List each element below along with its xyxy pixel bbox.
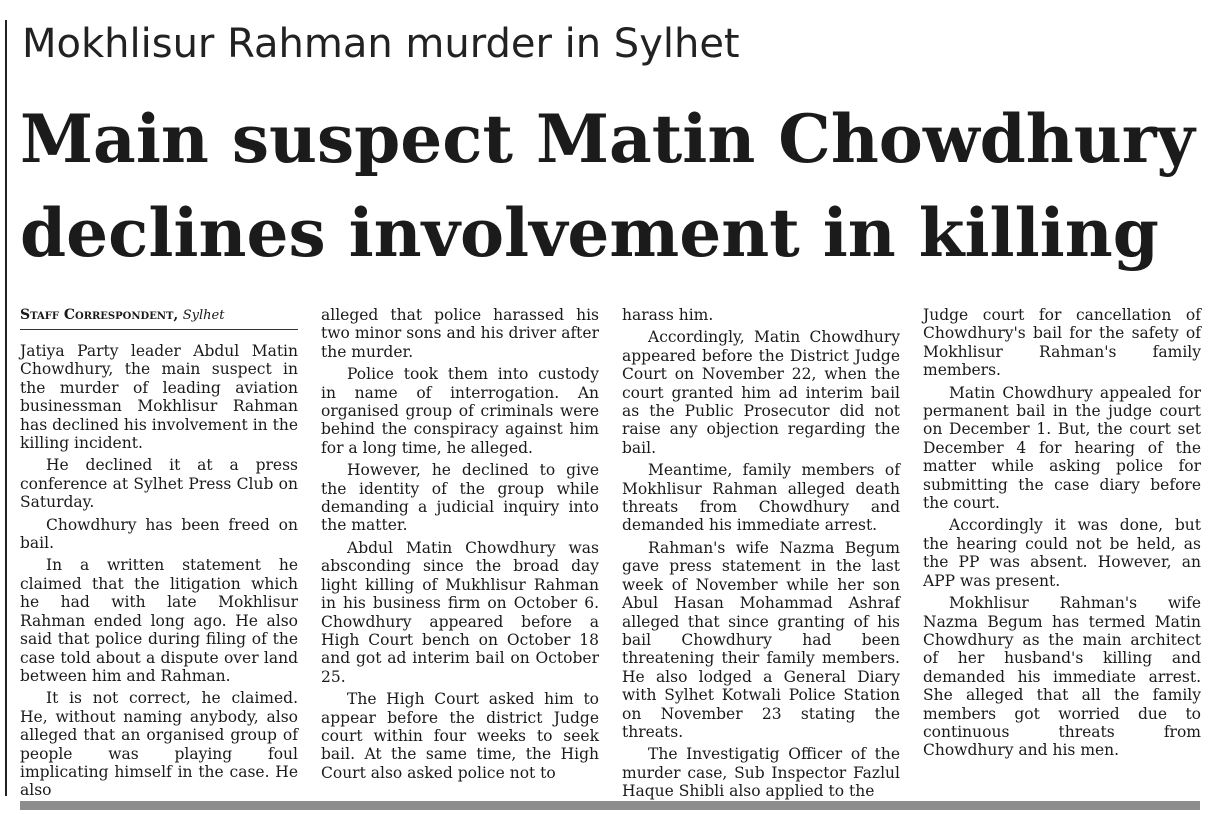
- article-paragraph: Jatiya Party leader Abdul Matin Chowdhury, the main suspect in the murder of leading aviation businessman Mokhlisur Rahman has declined his involvement in the killing incident.: [20, 342, 298, 453]
- article-column-1: [20, 306, 298, 804]
- headline-line-2: declines involvement in killing: [20, 194, 1159, 272]
- article-column-2: [321, 306, 599, 786]
- article-paragraph: Chowdhury has been freed on bail.: [20, 515, 298, 553]
- article-paragraph: The Investigatig Officer of the murder case, Sub Inspector Fazlul Haque Shibli also applied to the: [622, 745, 900, 801]
- article-paragraph: He declined it at a press conference at Sylhet Press Club on Saturday.: [20, 456, 298, 512]
- article-paragraph: Judge court for cancellation of Chowdhury's bail for the safety of Mokhlisur Rahman's family members.: [923, 306, 1201, 380]
- left-column-rule: [5, 20, 7, 796]
- article-paragraph: Accordingly, Matin Chowdhury appeared before the District Judge Court on November 22, when the court granted him ad interim bail as the Public Prosecutor did not raise any objection regarding the bail.: [622, 328, 900, 457]
- byline-author: Staff Correspondent,: [20, 307, 179, 323]
- article-paragraph: alleged that police harassed his two minor sons and his driver after the murder.: [321, 306, 599, 361]
- headline: [20, 92, 1200, 280]
- article-paragraph: In a written statement he claimed that the litigation which he had with late Mokhlisur Rahman ended long ago. He also said that police during filing of the case told about a dispute over land between him and Rahman.: [20, 556, 298, 685]
- article-paragraph: The High Court asked him to appear before the district Judge court within four weeks to seek bail. At the same time, the High Court also asked police not to: [321, 690, 599, 782]
- byline: [20, 306, 298, 330]
- article-paragraph: However, he declined to give the identity of the group while demanding a judicial inquiry into the matter.: [321, 461, 599, 535]
- article-paragraph: Matin Chowdhury appealed for permanent bail in the judge court on December 1. But, the court set December 4 for hearing of the matter while asking police for submitting the case diary before the court.: [923, 383, 1201, 513]
- article-paragraph: harass him.: [622, 306, 714, 324]
- headline-line-1: Main suspect Matin Chowdhury: [20, 100, 1195, 178]
- article-column-4: [923, 306, 1201, 764]
- article-paragraph: It is not correct, he claimed. He, without naming anybody, also alleged that an organised group of people was playing foul implicating himself in the case. He also: [20, 689, 298, 800]
- article-paragraph: Mokhlisur Rahman's wife Nazma Begum has termed Matin Chowdhury as the main architect of her husband's killing and demanded his immediate arrest. She alleged that all the family members got worried due to continuous threats from Chowdhury and his men.: [923, 594, 1201, 760]
- article-paragraph: Accordingly it was done, but the hearing could not be held, as the PP was absent. However, an APP was present.: [923, 516, 1201, 590]
- bottom-rule-bar: [20, 801, 1200, 810]
- article-paragraph: Police took them into custody in name of interrogation. An organised group of criminals were behind the conspiracy against him for a long time, he alleged.: [321, 365, 599, 457]
- article-paragraph: Meantime, family members of Mokhlisur Rahman alleged death threats from Chowdhury and demanded his immediate arrest.: [622, 461, 900, 535]
- article-paragraph: Abdul Matin Chowdhury was absconding since the broad day light killing of Mukhlisur Rahman in his business firm on October 6. Chowdhury appeared before a High Court bench on October 18 and got ad interim bail on October 25.: [321, 538, 599, 686]
- byline-location: Sylhet: [182, 308, 225, 323]
- kicker-title: Mokhlisur Rahman murder in Sylhet: [22, 21, 740, 67]
- article-column-3: [622, 306, 900, 805]
- article-paragraph: Rahman's wife Nazma Begum gave press statement in the last week of November while her son Abul Hasan Mohammad Ashraf alleged that since granting of his bail Chowdhury had been threatening their family members. He also lodged a General Diary with Sylhet Kotwali Police Station on November 23 stating the threats.: [622, 538, 900, 741]
